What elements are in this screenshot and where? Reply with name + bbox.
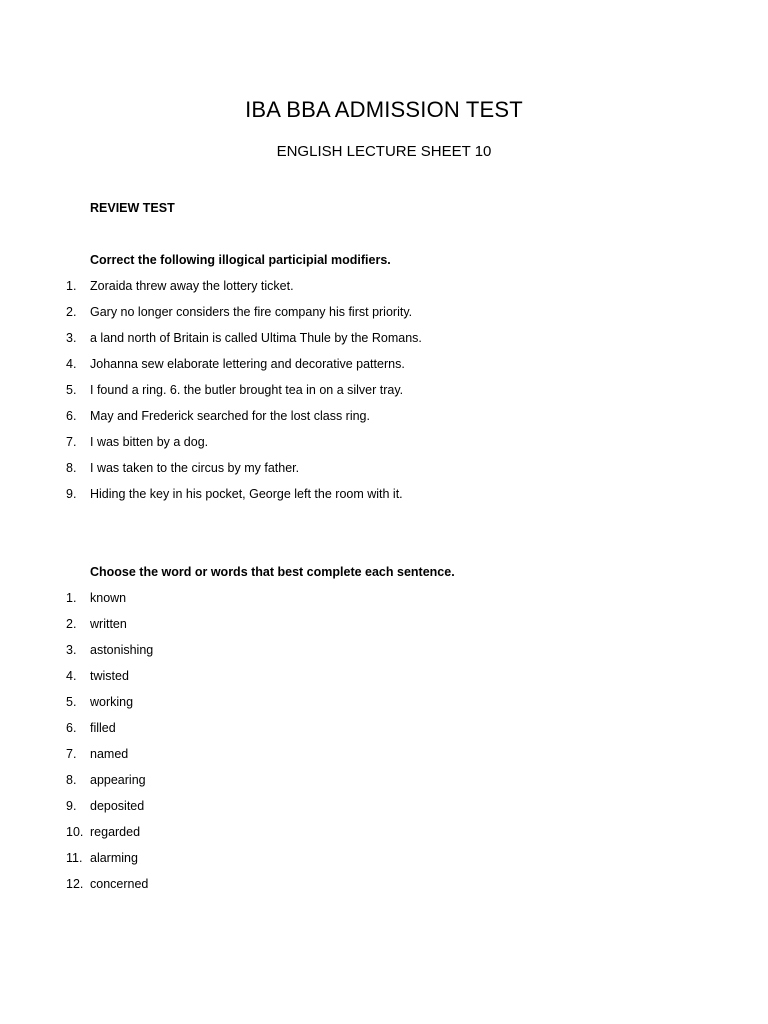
item-text: astonishing xyxy=(90,643,154,657)
item-text: regarded xyxy=(90,825,141,839)
item-text: May and Frederick searched for the lost class ring. xyxy=(90,409,370,423)
list-item xyxy=(0,304,768,330)
list-item xyxy=(0,720,768,746)
list-item xyxy=(0,330,768,356)
review-test-label: REVIEW TEST xyxy=(90,201,175,215)
item-text: Zoraida threw away the lottery ticket. xyxy=(90,279,294,293)
item-number: 6. xyxy=(66,409,77,423)
list-item xyxy=(0,824,768,850)
list-item xyxy=(0,590,768,616)
item-number: 9. xyxy=(66,487,77,501)
item-number: 9. xyxy=(66,799,77,813)
list-item xyxy=(0,850,768,876)
item-number: 4. xyxy=(66,669,77,683)
item-text: I was taken to the circus by my father. xyxy=(90,461,300,475)
item-text: named xyxy=(90,747,129,761)
list-item xyxy=(0,876,768,902)
item-number: 11. xyxy=(66,851,83,865)
item-text: deposited xyxy=(90,799,145,813)
item-number: 2. xyxy=(66,305,77,319)
list-item xyxy=(0,746,768,772)
list-item xyxy=(0,278,768,304)
list-item xyxy=(0,460,768,486)
section1-instruction: Correct the following illogical participial modifiers. xyxy=(90,253,391,267)
item-text: written xyxy=(90,617,127,631)
item-number: 4. xyxy=(66,357,77,371)
list-item xyxy=(0,382,768,408)
list-item xyxy=(0,616,768,642)
item-text: a land north of Britain is called Ultima Thule by the Romans. xyxy=(90,331,422,345)
section1-list xyxy=(0,278,768,512)
page-subtitle: ENGLISH LECTURE SHEET 10 xyxy=(276,143,492,160)
item-number: 7. xyxy=(66,747,77,761)
list-item xyxy=(0,694,768,720)
list-item xyxy=(0,408,768,434)
item-text: alarming xyxy=(90,851,138,865)
item-text: filled xyxy=(90,721,116,735)
item-number: 7. xyxy=(66,435,77,449)
item-text: concerned xyxy=(90,877,149,891)
item-number: 12. xyxy=(66,877,84,891)
list-item xyxy=(0,642,768,668)
item-text: Johanna sew elaborate lettering and decorative patterns. xyxy=(90,357,405,371)
item-text: known xyxy=(90,591,127,605)
section2-list xyxy=(0,590,768,902)
item-text: working xyxy=(90,695,134,709)
item-number: 2. xyxy=(66,617,77,631)
item-text: twisted xyxy=(90,669,129,683)
list-item xyxy=(0,356,768,382)
item-text: I found a ring. 6. the butler brought tea in on a silver tray. xyxy=(90,383,404,397)
item-number: 1. xyxy=(66,279,77,293)
item-number: 1. xyxy=(66,591,77,605)
item-number: 3. xyxy=(66,643,77,657)
section2-instruction: Choose the word or words that best complete each sentence. xyxy=(90,565,455,579)
list-item xyxy=(0,434,768,460)
item-text: appearing xyxy=(90,773,146,787)
item-number: 5. xyxy=(66,383,77,397)
item-text: I was bitten by a dog. xyxy=(90,435,209,449)
item-number: 10. xyxy=(66,825,84,839)
item-text: Hiding the key in his pocket, George left the room with it. xyxy=(90,487,403,501)
item-number: 3. xyxy=(66,331,77,345)
list-item xyxy=(0,486,768,512)
participial-modifiers-section xyxy=(0,252,768,512)
list-item xyxy=(0,772,768,798)
item-number: 6. xyxy=(66,721,77,735)
item-number: 5. xyxy=(66,695,77,709)
page-title: IBA BBA ADMISSION TEST xyxy=(245,97,523,122)
list-item xyxy=(0,798,768,824)
item-number: 8. xyxy=(66,461,77,475)
list-item xyxy=(0,668,768,694)
complete-sentence-section xyxy=(0,564,768,902)
item-number: 8. xyxy=(66,773,77,787)
item-text: Gary no longer considers the fire company his first priority. xyxy=(90,305,413,319)
